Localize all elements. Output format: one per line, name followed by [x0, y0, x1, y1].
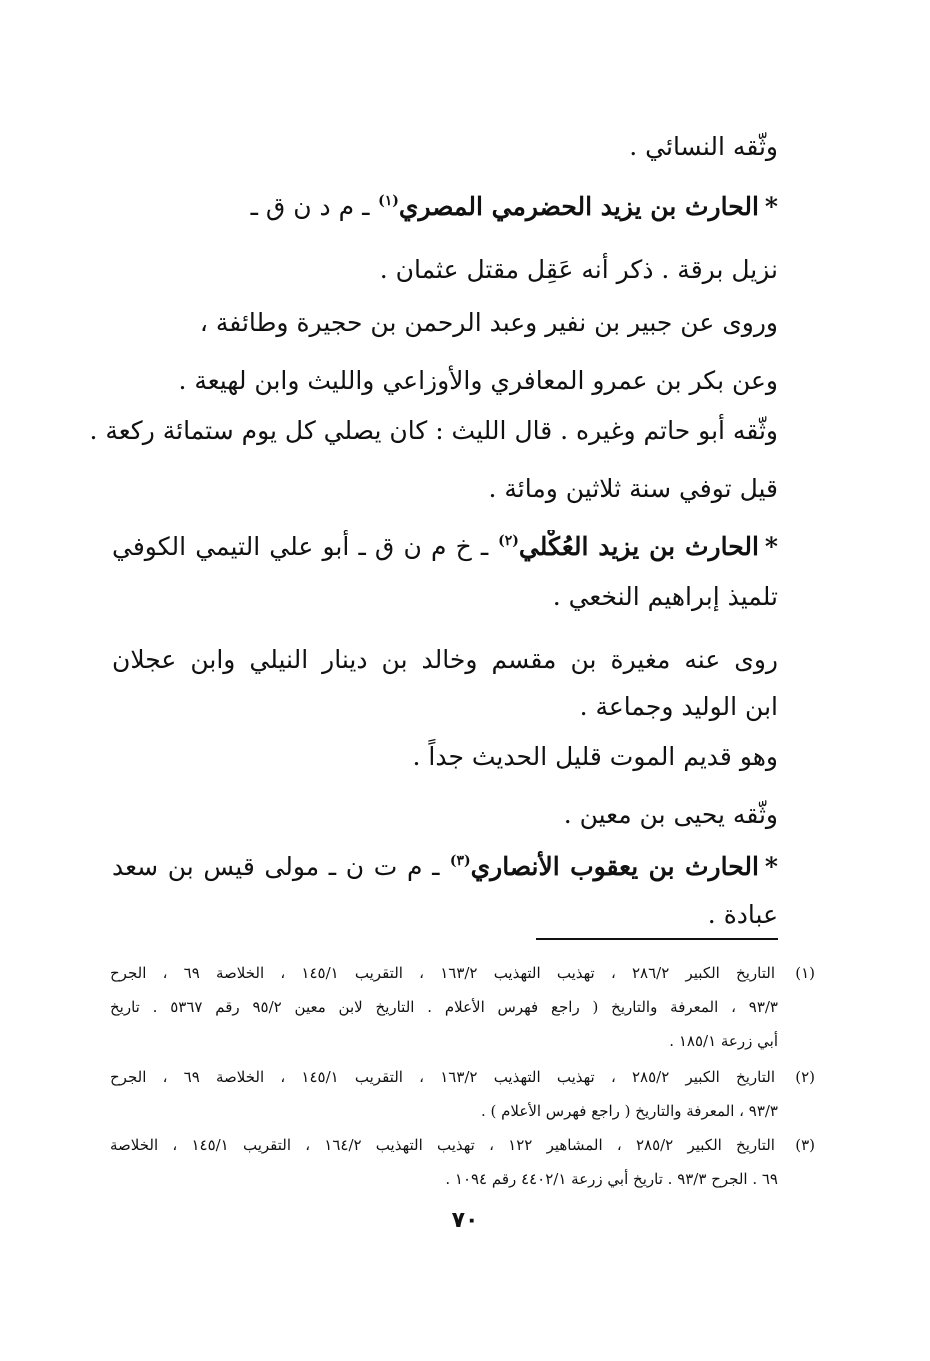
entry-codes: ـ م ت ن ـ مولى قيس بن سعد: [112, 852, 440, 881]
text-line: عبادة .: [707, 900, 778, 929]
text-line: وروى عن جبير بن نفير وعبد الرحمن بن حجيرة وطائفة ،: [199, 308, 778, 337]
entry-marker: *: [764, 852, 778, 881]
entry-heading-3: [112, 850, 778, 884]
text-line: وثّقه يحيى بن معين .: [563, 800, 778, 829]
entry-name: الحارث بن يزيد الحضرمي المصري: [398, 192, 759, 221]
footnote-ref: (٣): [449, 853, 471, 869]
footnote-ref: (٢): [498, 533, 519, 549]
entry-codes: ـ خ م ن ق ـ أبو علي التيمي الكوفي: [112, 532, 489, 561]
text-line: روى عنه مغيرة بن مقسم وخالد بن دينار النيلي وابن عجلان: [112, 645, 778, 674]
text-line: ابن الوليد وجماعة .: [579, 692, 778, 721]
entry-codes: ـ م د ن ق ـ: [250, 192, 370, 221]
page-number: ٧٠: [451, 1208, 479, 1233]
text-line: وعن بكر بن عمرو المعافري والأوزاعي والليث وابن لهيعة .: [178, 366, 778, 395]
text-line: وثّقه النسائي .: [629, 132, 778, 161]
footnote-text: أبي زرعة ١٨٥/١ .: [669, 1032, 778, 1050]
footnote-text: التاريخ الكبير ٢٨٥/٢ ، تهذيب التهذيب ١٦٣/٢ ، التقريب ١٤٥/١ ، الخلاصة ٦٩ ، الجرح: [110, 1068, 775, 1086]
footnote-number: (٣): [795, 1136, 815, 1154]
text-line: وهو قديم الموت قليل الحديث جداً .: [412, 742, 778, 771]
text-line: تلميذ إبراهيم النخعي .: [552, 582, 778, 611]
entry-heading-2: [112, 530, 778, 564]
footnote-number: (٢): [795, 1068, 815, 1086]
footnote-divider: [536, 938, 778, 940]
entry-name: الحارث بن يزيد العُكْلي: [518, 532, 759, 561]
entry-marker: *: [764, 532, 778, 561]
footnote-text: التاريخ الكبير ٢٨٦/٢ ، تهذيب التهذيب ١٦٣/٢ ، التقريب ١٤٥/١ ، الخلاصة ٦٩ ، الجرح: [110, 964, 775, 982]
footnote-text: ٦٩ . الجرح ٩٣/٣ . تاريخ أبي زرعة ٤٤٠٢/١ رقم ١٠٩٤ .: [445, 1170, 778, 1188]
footnote-text: التاريخ الكبير ٢٨٥/٢ ، المشاهير ١٢٢ ، تهذيب التهذيب ١٦٤/٢ ، التقريب ١٤٥/١ ، الخلاصة: [110, 1136, 775, 1154]
entry-name: الحارث بن يعقوب الأنصاري: [470, 852, 759, 881]
entry-heading-1: [251, 190, 778, 224]
footnote-text: ٩٣/٣ ، المعرفة والتاريخ ( راجع فهرس الأعلام . التاريخ لابن معين ٩٥/٢ رقم ٥٣٦٧ . تاريخ: [110, 998, 778, 1016]
text-line: نزيل برقة . ذكر أنه عَقِل مقتل عثمان .: [379, 255, 778, 284]
footnote-number: (١): [795, 964, 815, 982]
entry-marker: *: [764, 192, 778, 221]
text-line: قيل توفي سنة ثلاثين ومائة .: [488, 474, 778, 503]
footnote-text: ٩٣/٣ ، المعرفة والتاريخ ( راجع فهرس الأعلام ) .: [480, 1102, 778, 1120]
text-line: وثّقه أبو حاتم وغيره . قال الليث : كان يصلي كل يوم ستمائة ركعة .: [89, 416, 778, 445]
footnote-ref: (١): [378, 193, 399, 209]
